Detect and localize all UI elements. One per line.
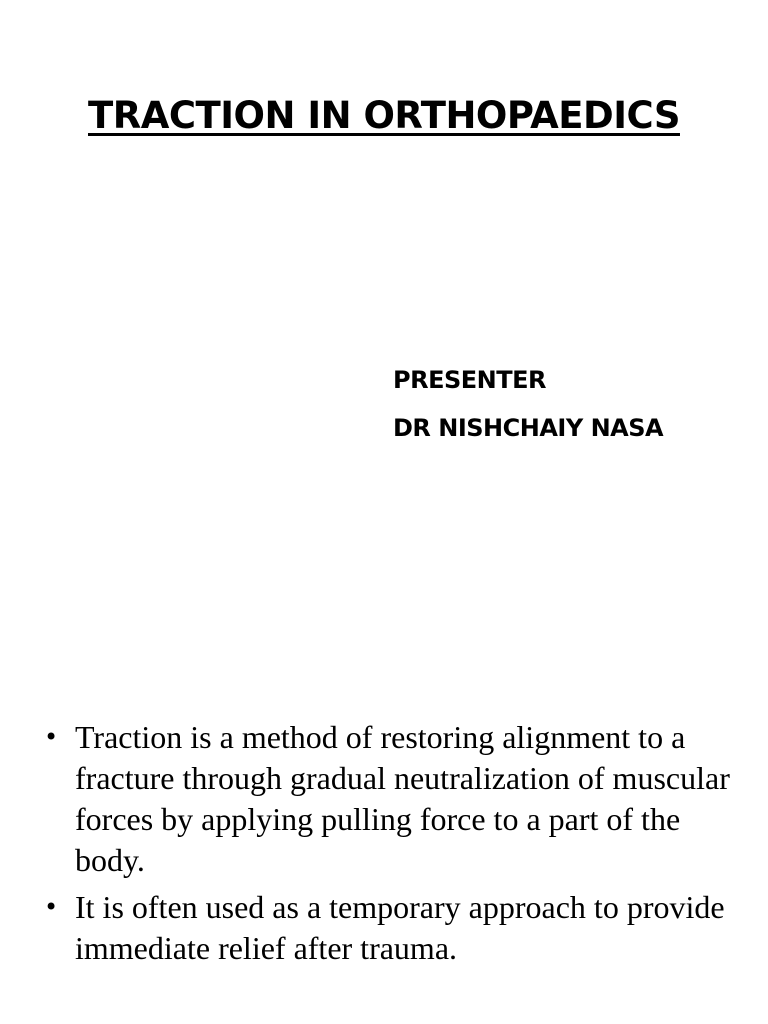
bullet-text: Traction is a method of restoring alignment to a fracture through gradual neutralization of muscular forces by applying pulling force to a part of the body. (75, 719, 730, 878)
bullet-icon: • (44, 723, 59, 751)
bullet-item (0, 717, 768, 881)
presenter-name: DR NISHCHAIY NASA (393, 414, 664, 442)
bullet-item (0, 887, 768, 969)
bullet-list (0, 717, 768, 975)
presenter-label: PRESENTER (393, 366, 546, 394)
bullet-text: It is often used as a temporary approach to provide immediate relief after trauma. (75, 889, 725, 966)
slide-title: TRACTION IN ORTHOPAEDICS (88, 94, 680, 137)
bullet-icon: • (44, 893, 59, 921)
presenter-block (393, 356, 663, 452)
